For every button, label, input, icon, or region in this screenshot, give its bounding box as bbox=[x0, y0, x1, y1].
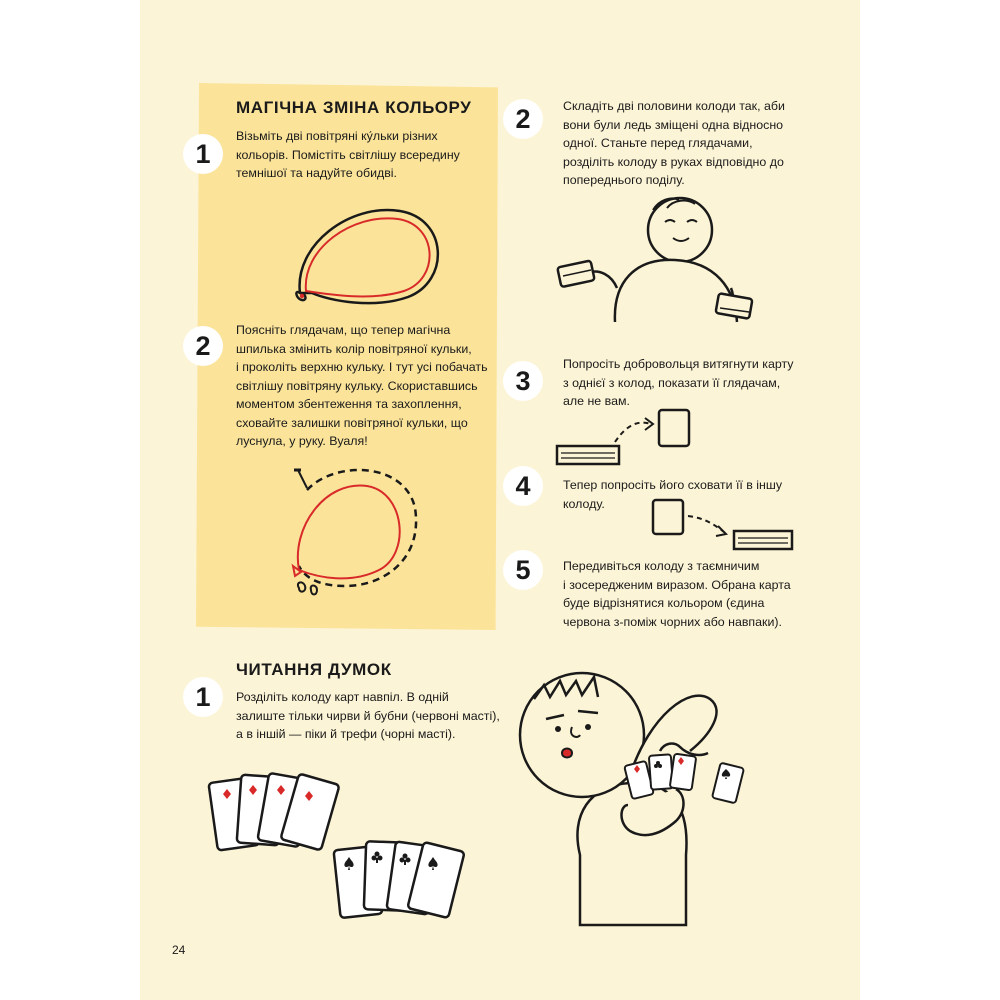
mind-reading-step-1-text: Розділіть колоду карт навпіл. В одній залиште тільки чирви й бубни (червоні масті), а в іншій — піки й трефи (чорні масті). bbox=[236, 690, 500, 741]
magician-holding-decks-illustration bbox=[555, 192, 755, 332]
card-returned-to-deck-illustration bbox=[650, 496, 800, 556]
balloon-illustration bbox=[290, 205, 450, 315]
step-2-text: Поясніть глядачам, що тепер магічна шпилька змінить колір повітряної кульки, і проколіть верхню кульку. І тут усі побачать світлішу повітряну кульку. Скориставшись моментом збентеження та захоплення, сховайте залишки повітряної кульки, що луснула, у руку. Вуаля! bbox=[236, 323, 488, 448]
right-step-number-3: 3 bbox=[503, 361, 543, 401]
page-number: 24 bbox=[172, 943, 186, 957]
section-title-color-change: МАГІЧНА ЗМІНА КОЛЬОРУ bbox=[236, 98, 472, 117]
card-drawn-from-deck-illustration bbox=[555, 406, 695, 470]
right-step-number-4: 4 bbox=[503, 466, 543, 506]
popped-balloon-illustration bbox=[285, 458, 435, 608]
right-step-2-text: Складіть дві половини колоди так, аби вони були ледь зміщені одна відносно одної. Станьте перед глядачами, розділіть колоду в руках відповідно до попереднього поділу. bbox=[563, 99, 785, 187]
right-step-3-text: Попросіть добровольця витягнути карту з однієї з колод, показати її глядачам, але не вам. bbox=[563, 357, 794, 408]
section-title-mind-reading: ЧИТАННЯ ДУМОК bbox=[236, 660, 392, 679]
right-step-5-text: Передивіться колоду з таємничим і зосередженим виразом. Обрана карта буде відрізнятися кольором (єдина червона з-поміж чорних або навпаки). bbox=[563, 559, 791, 629]
step-number-1-mind-reading: 1 bbox=[183, 677, 223, 717]
right-step-number-5: 5 bbox=[503, 550, 543, 590]
split-card-decks-illustration bbox=[205, 768, 485, 928]
step-1-text: Візьміть дві повітряні ку́льки різних кольорів. Помістіть світлішу всередину темнішої та надуйте обидві. bbox=[236, 129, 460, 180]
right-step-4-text: Тепер попросіть його сховати її в іншу колоду. bbox=[563, 478, 783, 511]
step-number-2: 2 bbox=[183, 326, 223, 366]
step-number-1: 1 bbox=[183, 134, 223, 174]
mind-reader-with-cards-illustration bbox=[510, 655, 770, 925]
right-step-number-2: 2 bbox=[503, 99, 543, 139]
